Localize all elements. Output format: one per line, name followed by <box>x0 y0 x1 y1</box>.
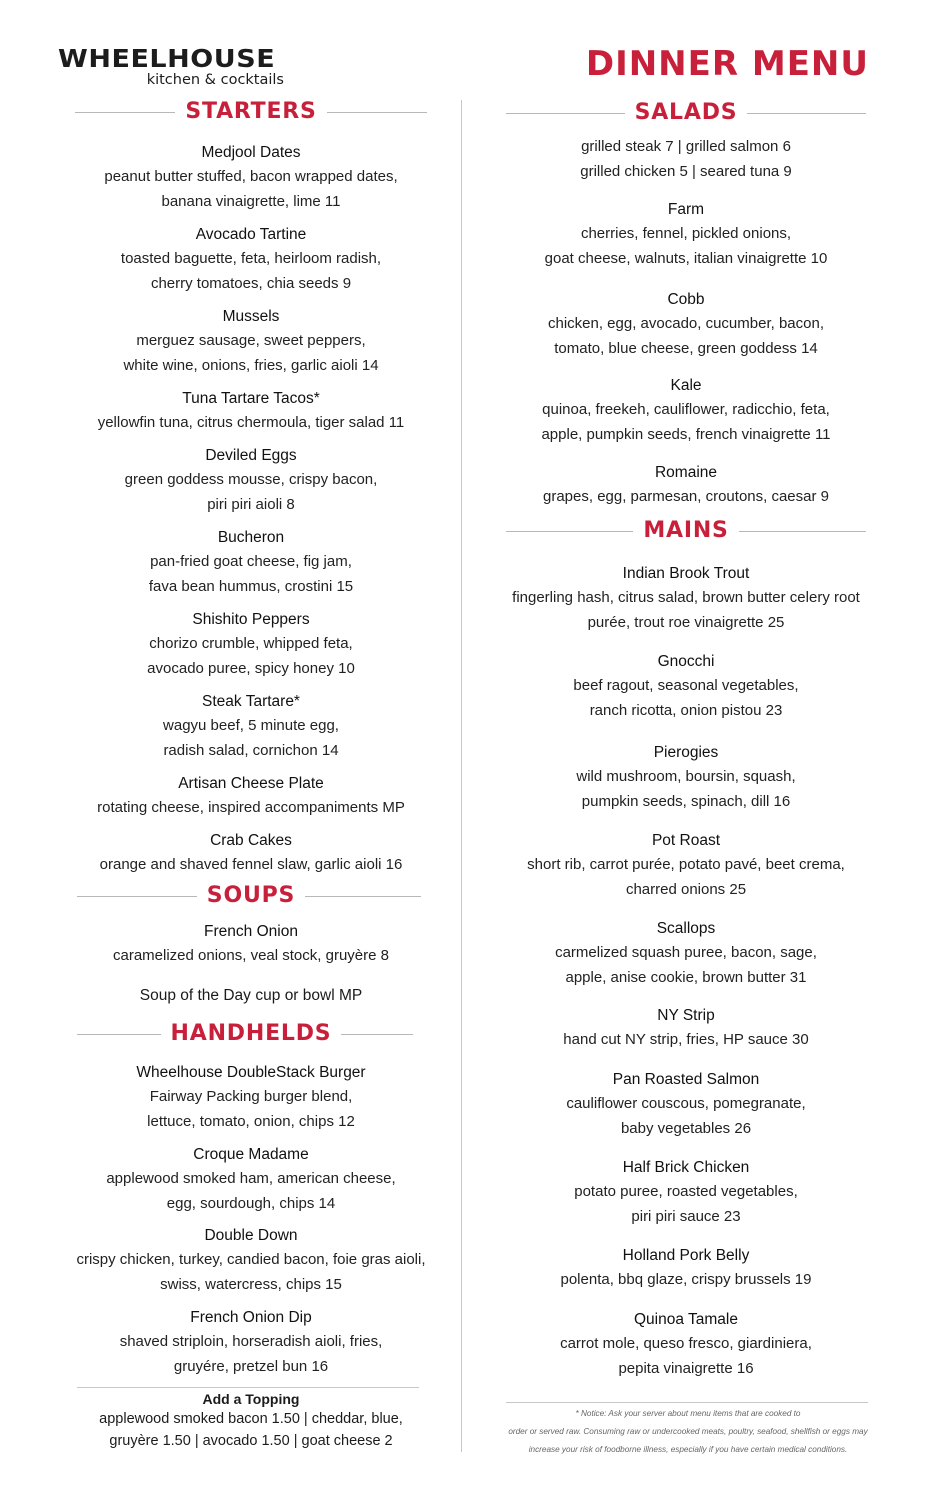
notice-divider <box>506 1402 868 1403</box>
item-name: Pierogies <box>653 744 719 761</box>
menu-item <box>496 1068 876 1141</box>
section-header-salads <box>496 98 876 128</box>
item-name: Medjool Dates <box>201 144 301 161</box>
item-desc: pepita vinaigrette 16 <box>618 1359 754 1377</box>
item-name: Tuna Tartare Tacos* <box>182 390 320 407</box>
menu-item <box>496 1156 876 1229</box>
item-desc: cherries, fennel, pickled onions, <box>580 225 792 242</box>
item-name: Half Brick Chicken <box>622 1159 750 1176</box>
item-name: Wheelhouse DoubleStack Burger <box>136 1064 366 1081</box>
section-title: SOUPS <box>197 883 305 908</box>
item-desc: rotating cheese, inspired accompaniments MP <box>97 799 405 816</box>
section-header-starters <box>63 97 439 127</box>
menu-item <box>496 1004 876 1053</box>
item-desc: piri piri aioli 8 <box>207 495 295 513</box>
menu-item <box>63 772 439 821</box>
column-divider <box>461 100 462 1452</box>
item-desc: wagyu beef, 5 minute egg, <box>163 717 339 734</box>
topping-block <box>63 1389 439 1452</box>
item-desc: shaved striploin, horseradish aioli, fries, <box>119 1333 383 1350</box>
item-desc: polenta, bbq glaze, crispy brussels 19 <box>560 1271 812 1288</box>
section-header-mains <box>496 516 876 546</box>
item-name: Kale <box>670 377 702 394</box>
item-desc: apple, anise cookie, brown butter 31 <box>565 968 807 986</box>
item-name: Mussels <box>222 308 280 325</box>
left-column <box>63 0 439 1500</box>
item-desc: yellowfin tuna, citrus chermoula, tiger salad 11 <box>97 414 405 431</box>
menu-item <box>63 223 439 296</box>
topping-divider <box>77 1387 419 1388</box>
section-title: STARTERS <box>175 99 326 124</box>
item-desc: carrot mole, queso fresco, giardiniera, <box>560 1335 812 1352</box>
section-title: SALADS <box>625 100 748 125</box>
item-desc: caramelized onions, veal stock, gruyère 8 <box>113 947 389 964</box>
menu-item <box>496 829 876 902</box>
item-desc: cherry tomatoes, chia seeds 9 <box>150 274 352 292</box>
item-name: Pot Roast <box>651 832 721 849</box>
item-desc: cauliflower couscous, pomegranate, <box>566 1095 806 1112</box>
item-desc: gruyére, pretzel bun 16 <box>173 1357 329 1375</box>
item-desc: peanut butter stuffed, bacon wrapped dates, <box>104 168 398 185</box>
item-desc: cup or bowl MP <box>255 987 363 1004</box>
right-column <box>496 0 876 1500</box>
notice-line: order or served raw. Consuming raw or undercooked meats, poultry, seafood, shellfish or eggs may <box>508 1427 868 1436</box>
item-desc: fava bean hummus, crostini 15 <box>148 577 354 595</box>
item-name: French Onion <box>204 923 298 940</box>
item-name: Shishito Peppers <box>192 611 310 628</box>
item-name: Steak Tartare* <box>202 693 300 710</box>
item-desc: crispy chicken, turkey, candied bacon, foie gras aioli, <box>76 1251 426 1268</box>
menu-item <box>496 198 876 271</box>
food-safety-notice <box>488 1405 888 1459</box>
item-desc: apple, pumpkin seeds, french vinaigrette 11 <box>541 425 831 443</box>
topping-desc: gruyère 1.50 | avocado 1.50 | goat cheese 2 <box>109 1432 393 1449</box>
salad-addons <box>496 135 876 184</box>
item-desc: radish salad, cornichon 14 <box>163 741 339 759</box>
item-name: Indian Brook Trout <box>622 565 750 582</box>
item-desc: wild mushroom, boursin, squash, <box>576 768 796 785</box>
topping-title: Add a Topping <box>202 1391 300 1407</box>
item-desc: goat cheese, walnuts, italian vinaigrette 10 <box>544 249 828 267</box>
item-name: Pan Roasted Salmon <box>612 1071 760 1088</box>
item-desc: hand cut NY strip, fries, HP sauce 30 <box>563 1031 809 1048</box>
menu-item <box>496 917 876 990</box>
item-desc: short rib, carrot purée, potato pavé, beet crema, <box>527 856 845 873</box>
menu-item <box>496 461 876 510</box>
item-name: Croque Madame <box>193 1146 309 1163</box>
menu-item <box>63 1143 439 1216</box>
brand-name: WHEELHOUSE <box>58 44 276 73</box>
menu-item <box>496 741 876 814</box>
notice-line: * Notice: Ask your server about menu items that are cooked to <box>575 1409 801 1418</box>
item-name: Scallops <box>656 920 716 937</box>
notice-line: increase your risk of foodborne illness, especially if you have certain medical conditions. <box>528 1445 848 1454</box>
page-title: DINNER MENU <box>585 44 869 84</box>
item-name: Gnocchi <box>657 653 715 670</box>
menu-item <box>63 920 439 969</box>
item-name: Quinoa Tamale <box>634 1311 738 1328</box>
item-desc: piri piri sauce 23 <box>631 1207 741 1225</box>
menu-item <box>63 1061 439 1134</box>
menu-item <box>63 608 439 681</box>
item-desc: charred onions 25 <box>625 880 747 898</box>
item-desc: pan-fried goat cheese, fig jam, <box>150 553 352 570</box>
item-desc: applewood smoked ham, american cheese, <box>106 1170 396 1187</box>
brand-tagline: kitchen & cocktails <box>146 72 284 88</box>
item-desc: beef ragout, seasonal vegetables, <box>573 677 799 694</box>
menu-item <box>63 690 439 763</box>
item-name: Deviled Eggs <box>205 447 297 464</box>
item-name: Avocado Tartine <box>195 226 307 243</box>
menu-item <box>63 444 439 517</box>
menu-item <box>63 387 439 436</box>
item-desc: ranch ricotta, onion pistou 23 <box>589 701 783 719</box>
menu-item <box>63 829 439 878</box>
menu-item <box>63 141 439 214</box>
item-desc: grapes, egg, parmesan, croutons, caesar 9 <box>543 488 829 505</box>
item-name: Farm <box>667 201 705 218</box>
item-desc: purée, trout roe vinaigrette 25 <box>587 613 785 631</box>
menu-item <box>496 288 876 361</box>
menu-item <box>63 526 439 599</box>
item-desc: baby vegetables 26 <box>620 1119 752 1137</box>
item-desc: green goddess mousse, crispy bacon, <box>124 471 378 488</box>
item-desc: swiss, watercress, chips 15 <box>160 1275 342 1293</box>
section-header-soups <box>63 881 439 911</box>
section-title: HANDHELDS <box>161 1021 342 1046</box>
item-desc: egg, sourdough, chips 14 <box>166 1194 336 1212</box>
item-desc: chicken, egg, avocado, cucumber, bacon, <box>547 315 824 332</box>
item-desc: lettuce, tomato, onion, chips 12 <box>147 1112 355 1130</box>
item-desc: white wine, onions, fries, garlic aioli 14 <box>123 356 379 374</box>
item-name: Double Down <box>204 1227 298 1244</box>
item-desc: toasted baguette, feta, heirloom radish, <box>120 250 382 267</box>
menu-item <box>496 374 876 447</box>
menu-item <box>496 1244 876 1293</box>
item-name: Holland Pork Belly <box>622 1247 750 1264</box>
menu-item <box>496 562 876 635</box>
item-desc: quinoa, freekeh, cauliflower, radicchio, feta, <box>542 401 830 418</box>
item-desc: orange and shaved fennel slaw, garlic aioli 16 <box>99 856 403 873</box>
item-desc: Fairway Packing burger blend, <box>149 1088 353 1105</box>
item-desc: pumpkin seeds, spinach, dill 16 <box>581 792 791 810</box>
item-desc: fingerling hash, citrus salad, brown butter celery root <box>512 589 860 606</box>
topping-desc: applewood smoked bacon 1.50 | cheddar, blue, <box>99 1411 403 1427</box>
item-name: Artisan Cheese Plate <box>178 775 324 792</box>
menu-item <box>63 1224 439 1297</box>
item-name: Cobb <box>667 291 705 308</box>
section-title: MAINS <box>633 518 738 543</box>
addon-line: grilled chicken 5 | seared tuna 9 <box>580 162 792 180</box>
item-name: NY Strip <box>657 1007 715 1024</box>
menu-item <box>496 650 876 723</box>
menu-item <box>496 1308 876 1381</box>
menu-item <box>63 984 439 1008</box>
item-name: Romaine <box>654 464 718 481</box>
item-name: Crab Cakes <box>210 832 292 849</box>
item-desc: potato puree, roasted vegetables, <box>574 1183 798 1200</box>
item-name: French Onion Dip <box>190 1309 312 1326</box>
item-name: Bucheron <box>217 529 285 546</box>
item-desc: avocado puree, spicy honey 10 <box>147 659 355 677</box>
item-desc: carmelized squash puree, bacon, sage, <box>555 944 817 961</box>
addon-line: grilled steak 7 | grilled salmon 6 <box>581 138 791 155</box>
item-desc: merguez sausage, sweet peppers, <box>136 332 366 349</box>
section-header-handhelds <box>63 1019 439 1049</box>
item-desc: banana vinaigrette, lime 11 <box>161 192 341 210</box>
item-name: Soup of the Day <box>139 987 251 1004</box>
menu-item <box>63 305 439 378</box>
item-desc: chorizo crumble, whipped feta, <box>149 635 353 652</box>
menu-item <box>63 1306 439 1379</box>
item-desc: tomato, blue cheese, green goddess 14 <box>554 339 818 357</box>
